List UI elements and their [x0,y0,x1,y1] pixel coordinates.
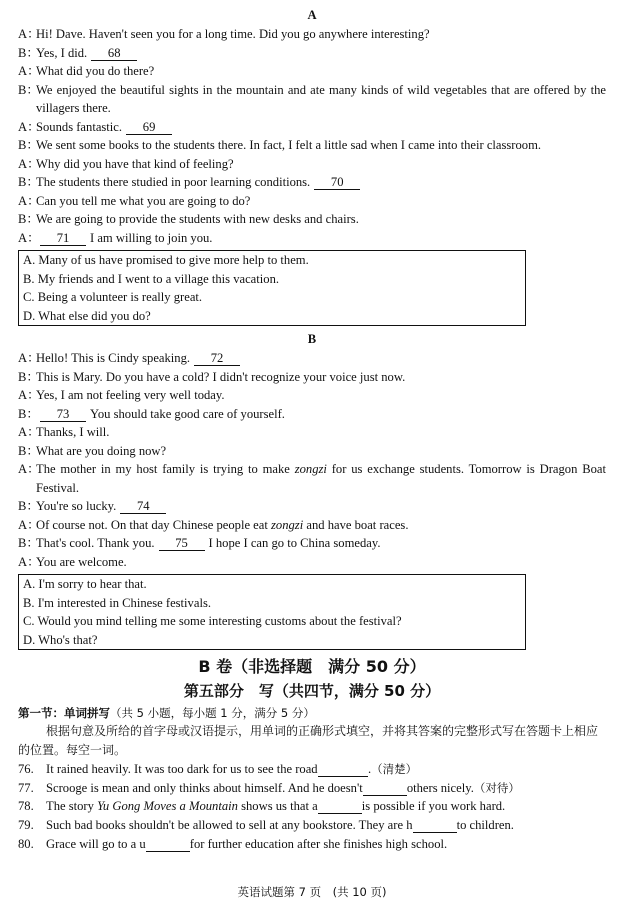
question-text-part: Such bad books shouldn't be allowed to sell at any bookstore. They are h [46,818,413,833]
dialogue-line [18,192,606,211]
line-text [36,118,606,137]
dialogue-line [18,210,606,229]
line-text-part: The mother in my host family is trying to make [36,462,295,476]
speaker-label: A： [18,517,40,532]
part-five-title: 第五部分 写（共四节，满分 50 分） [183,682,441,700]
line-text-part: We sent some books to the students there. In fact, I felt a little sad when I came into their classroom. [36,138,542,152]
dialogue-line [18,534,606,553]
dialogue-line [18,349,606,368]
exam-page [18,6,606,853]
line-text-part: We are going to provide the students with new desks and chairs. [36,212,359,226]
question-text-part: Scrooge is mean and only thinks about himself. And he doesn't [46,780,363,795]
dialogue-line [18,368,606,387]
option-item: C. Being a volunteer is really great. [23,290,203,304]
line-text-part: I hope I can go to China someday. [208,536,381,550]
dialogue-line [18,81,606,118]
question-text-part: . [367,762,372,776]
speaker-label: A： [18,193,40,208]
question-text-part: to children. [456,818,514,833]
question-text [46,760,417,779]
line-text [36,81,606,118]
dialogue-line [18,136,606,155]
line-text-part: Of course not. On that day Chinese people eat [36,517,272,532]
question-text-part: It rained heavily. It was too dark for us to see the road [46,762,318,776]
line-text-part: You should take good care of yourself. [90,406,285,421]
line-text-part: for us exchange students. Tomorrow is Dragon Boat Festival. [36,462,606,495]
option-item: B. I'm interested in Chinese festivals. [23,595,211,610]
spelling-questions [18,760,606,853]
speaker-label: B： [18,443,39,458]
chinese-hint: （清楚） [371,762,418,776]
dialogue-line [18,516,606,535]
line-text [36,460,606,497]
speaker-label: A： [18,64,40,78]
question-item [18,760,606,779]
chinese-hint: （对待） [473,780,520,795]
line-text [36,534,606,553]
question-number: 78. [18,799,34,814]
answer-blank[interactable]: 72 [194,351,240,366]
answer-blank[interactable]: 74 [120,499,166,514]
speaker-label: B： [18,536,39,550]
speaker-label: A： [18,230,40,245]
italic-term: zongzi [271,517,304,532]
line-text [36,173,606,192]
question-item [18,797,606,816]
line-text-part: and have boat races. [303,517,409,532]
question-text-part: Grace will go to a u [46,836,146,851]
dialogue-line [18,405,606,424]
question-number: 80. [18,836,34,851]
section-one-label: 第一节：单词拼写 [18,706,110,720]
line-text-part: We enjoyed the beautiful sights in the mountain and ate many kinds of wild vegetables that are offered by the villagers there. [36,82,606,115]
dialogue-b [18,349,606,571]
speaker-label: A： [18,554,40,569]
question-text-part: shows us that a [237,799,318,814]
line-text-part: That's cool. Thank you. [36,536,155,550]
question-text [46,835,447,854]
line-text [36,497,606,516]
speaker-label: A： [18,462,40,476]
question-number: 77. [18,780,34,795]
question-text-part: is possible if you work hard. [361,799,506,814]
dialogue-line [18,460,606,497]
speaker-label: A： [18,351,40,365]
dialogue-a [18,25,606,247]
line-text-part: Why did you have that kind of feeling? [36,156,234,171]
question-item [18,779,606,798]
line-text [36,155,606,174]
question-text [46,797,505,816]
line-text [36,229,606,248]
line-text [36,442,606,461]
dialogue-line [18,386,606,405]
answer-blank[interactable]: 75 [159,536,205,551]
line-text-part: This is Mary. Do you have a cold? I didn't recognize your voice just now. [36,369,406,384]
question-number: 76. [18,762,34,776]
question-item [18,835,606,854]
line-text-part: Yes, I am not feeling very well today. [36,388,225,402]
dialogue-line [18,442,606,461]
option-item: D. Who's that? [23,632,98,647]
speaker-label: A： [18,156,40,171]
line-text-part: Thanks, I will. [36,425,110,439]
question-item [18,816,606,835]
speaker-label: A： [18,425,40,439]
dialogue-line [18,173,606,192]
dialogue-line [18,423,606,442]
line-text [36,136,606,155]
dialogue-b-options [18,574,526,650]
line-text-part: You're so lucky. [36,499,117,513]
answer-blank[interactable] [318,800,362,814]
option-item: A. I'm sorry to hear that. [23,577,147,591]
answer-blank[interactable] [146,838,190,852]
question-text-part: The story [46,799,98,814]
answer-blank[interactable]: 73 [40,407,86,422]
line-text [36,386,606,405]
speaker-label: B： [18,82,39,97]
dialogue-line [18,25,606,44]
dialogue-line [18,62,606,81]
option-item: B. My friends and I went to a village this vacation. [23,271,280,286]
speaker-label: B： [18,45,39,60]
line-text [36,553,606,572]
line-text-part: I am willing to join you. [90,230,213,245]
line-text-part: What are you doing now? [36,443,167,458]
dialogue-a-options [18,250,526,326]
answer-blank[interactable] [318,763,368,777]
speaker-label: B： [18,369,39,384]
dialogue-b-title: B [307,332,317,346]
line-text [36,349,606,368]
line-text-part: Hi! Dave. Haven't seen you for a long time. Did you go anywhere interesting? [36,27,430,41]
question-number: 79. [18,818,34,833]
answer-blank[interactable]: 69 [126,120,172,135]
dialogue-line [18,229,606,248]
line-text [36,62,606,81]
speaker-label: A： [18,388,40,402]
dialogue-a-title: A [307,8,317,22]
line-text-part: Hello! This is Cindy speaking. [36,351,191,365]
question-text-part: others nicely. [406,780,474,795]
dialogue-line [18,44,606,63]
line-text [36,25,606,44]
dialogue-line [18,155,606,174]
answer-blank[interactable] [413,819,457,833]
line-text [36,423,606,442]
line-text [36,405,606,424]
line-text [36,210,606,229]
line-text-part: Can you tell me what you are going to do? [36,193,251,208]
dialogue-line [18,118,606,137]
line-text [36,516,606,535]
line-text [36,44,606,63]
section-one-heading [18,704,606,722]
question-text [46,779,520,798]
question-text-part: for further education after she finishes high school. [189,836,448,851]
question-text [46,816,514,835]
option-item: D. What else did you do? [23,308,151,323]
line-text [36,192,606,211]
line-text [36,368,606,387]
section-one-note: （共 5 小题，每小题 1 分，满分 5 分） [110,706,315,720]
line-text-part: What did you do there? [36,64,155,78]
answer-blank[interactable]: 68 [91,46,137,61]
answer-blank[interactable]: 70 [314,175,360,190]
instructions: 根据句意及所给的首字母或汉语提示，用单词的正确形式填空，并将其答案的完整形式写在答题卡上相应的位置。每空一词。 [18,724,599,757]
speaker-label: B： [18,175,39,189]
dialogue-line [18,497,606,516]
speaker-label: A： [18,27,40,41]
speaker-label: A： [18,119,40,134]
answer-blank[interactable] [363,782,407,796]
page-footer: 英语试题第 7 页 (共 10 页) [237,885,387,899]
line-text-part: Yes, I did. [36,45,88,60]
line-text-part: Sounds fantastic. [36,119,123,134]
speaker-label: B： [18,406,39,421]
dialogue-line [18,553,606,572]
speaker-label: B： [18,499,39,513]
italic-term: zongzi [294,462,327,476]
option-item: A. Many of us have promised to give more help to them. [23,253,309,267]
story-title: Yu Gong Moves a Mountain [97,799,238,814]
answer-blank[interactable]: 71 [40,231,86,246]
line-text-part: You are welcome. [36,554,127,569]
speaker-label: B： [18,212,39,226]
paper-b-title: B 卷（非选择题 满分 50 分） [198,657,426,676]
line-text-part: The students there studied in poor learning conditions. [36,175,311,189]
speaker-label: B： [18,138,39,152]
option-item: C. Would you mind telling me some interesting customs about the festival? [23,614,402,628]
